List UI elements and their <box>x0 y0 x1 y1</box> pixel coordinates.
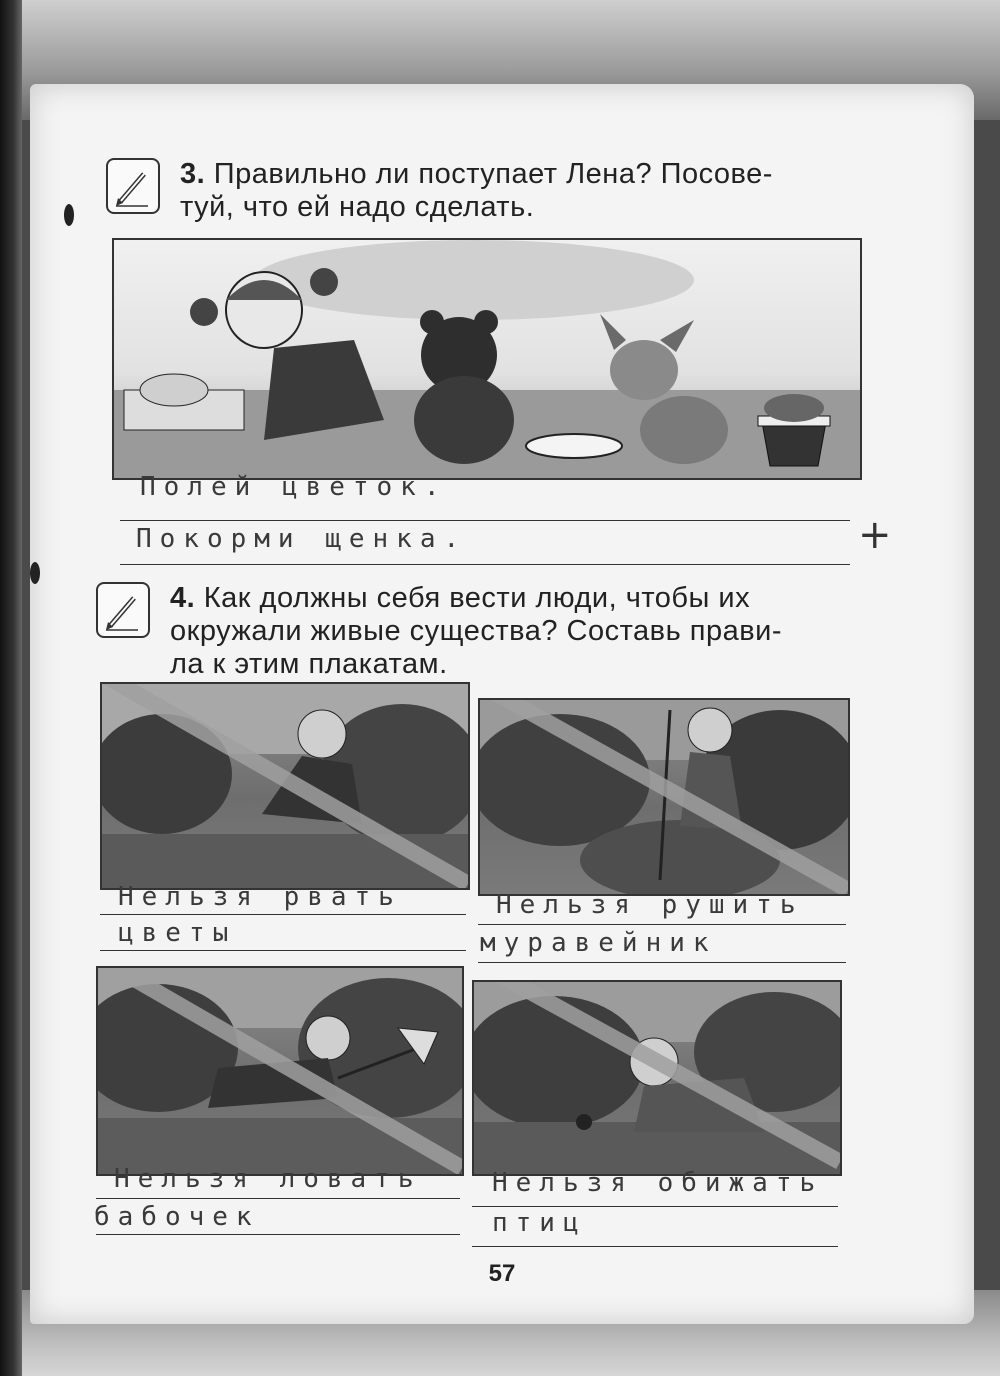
poster1-rule-line1: Нельзя рвать <box>118 882 402 912</box>
answer-line <box>472 1246 838 1247</box>
task4-instruction <box>170 582 782 681</box>
answer-line <box>96 1234 460 1235</box>
answer-line <box>120 564 850 565</box>
poster-destroying-anthill <box>478 698 850 896</box>
task3-instruction <box>180 158 773 224</box>
poster1-rule-line2: цветы <box>118 918 237 948</box>
page-number: 57 <box>488 1260 516 1287</box>
poster3-rule-line1: Нельзя ловать <box>114 1164 422 1194</box>
poster3-rule-line2: бабочек <box>94 1202 260 1232</box>
task4-number: 4. <box>170 582 196 614</box>
book-spine <box>0 0 22 1376</box>
pencil-icon <box>96 582 150 638</box>
task3-illustration <box>112 238 862 480</box>
poster2-rule-line2: муравейник <box>480 928 717 958</box>
poster2-rule-line1: Нельзя рушить <box>496 890 804 920</box>
poster4-rule-line1: Нельзя обижать <box>492 1168 824 1198</box>
pencil-icon <box>106 158 160 214</box>
answer-line <box>478 924 846 925</box>
poster-hurting-birds <box>472 980 842 1176</box>
answer-line <box>100 950 466 951</box>
task3-answer-1: Полей цветок. <box>140 472 448 502</box>
poster-picking-flowers <box>100 682 470 890</box>
answer-line <box>96 1198 460 1199</box>
workbook-page <box>30 84 974 1324</box>
binding-hole <box>64 204 74 226</box>
binding-hole <box>30 562 40 584</box>
answer-line <box>472 1206 838 1207</box>
teacher-mark: + <box>858 512 892 558</box>
poster4-rule-line2: птиц <box>492 1208 587 1238</box>
task3-text-line2: туй, что ей надо сделать. <box>180 191 535 223</box>
task4-text-line3: ла к этим плакатам. <box>170 648 448 680</box>
task3-number: 3. <box>180 158 206 190</box>
answer-line <box>120 520 850 521</box>
task3-text-line1: Правильно ли поступает Лена? Посове- <box>213 158 773 190</box>
task3-answer-2: Покорми щенка. <box>136 524 468 554</box>
answer-line <box>100 914 466 915</box>
poster-catching-butterflies <box>96 966 464 1176</box>
task4-text-line2: окружали живые существа? Составь прави- <box>170 615 782 647</box>
task4-text-line1: Как должны себя вести люди, чтобы их <box>203 582 751 614</box>
answer-line <box>478 962 846 963</box>
